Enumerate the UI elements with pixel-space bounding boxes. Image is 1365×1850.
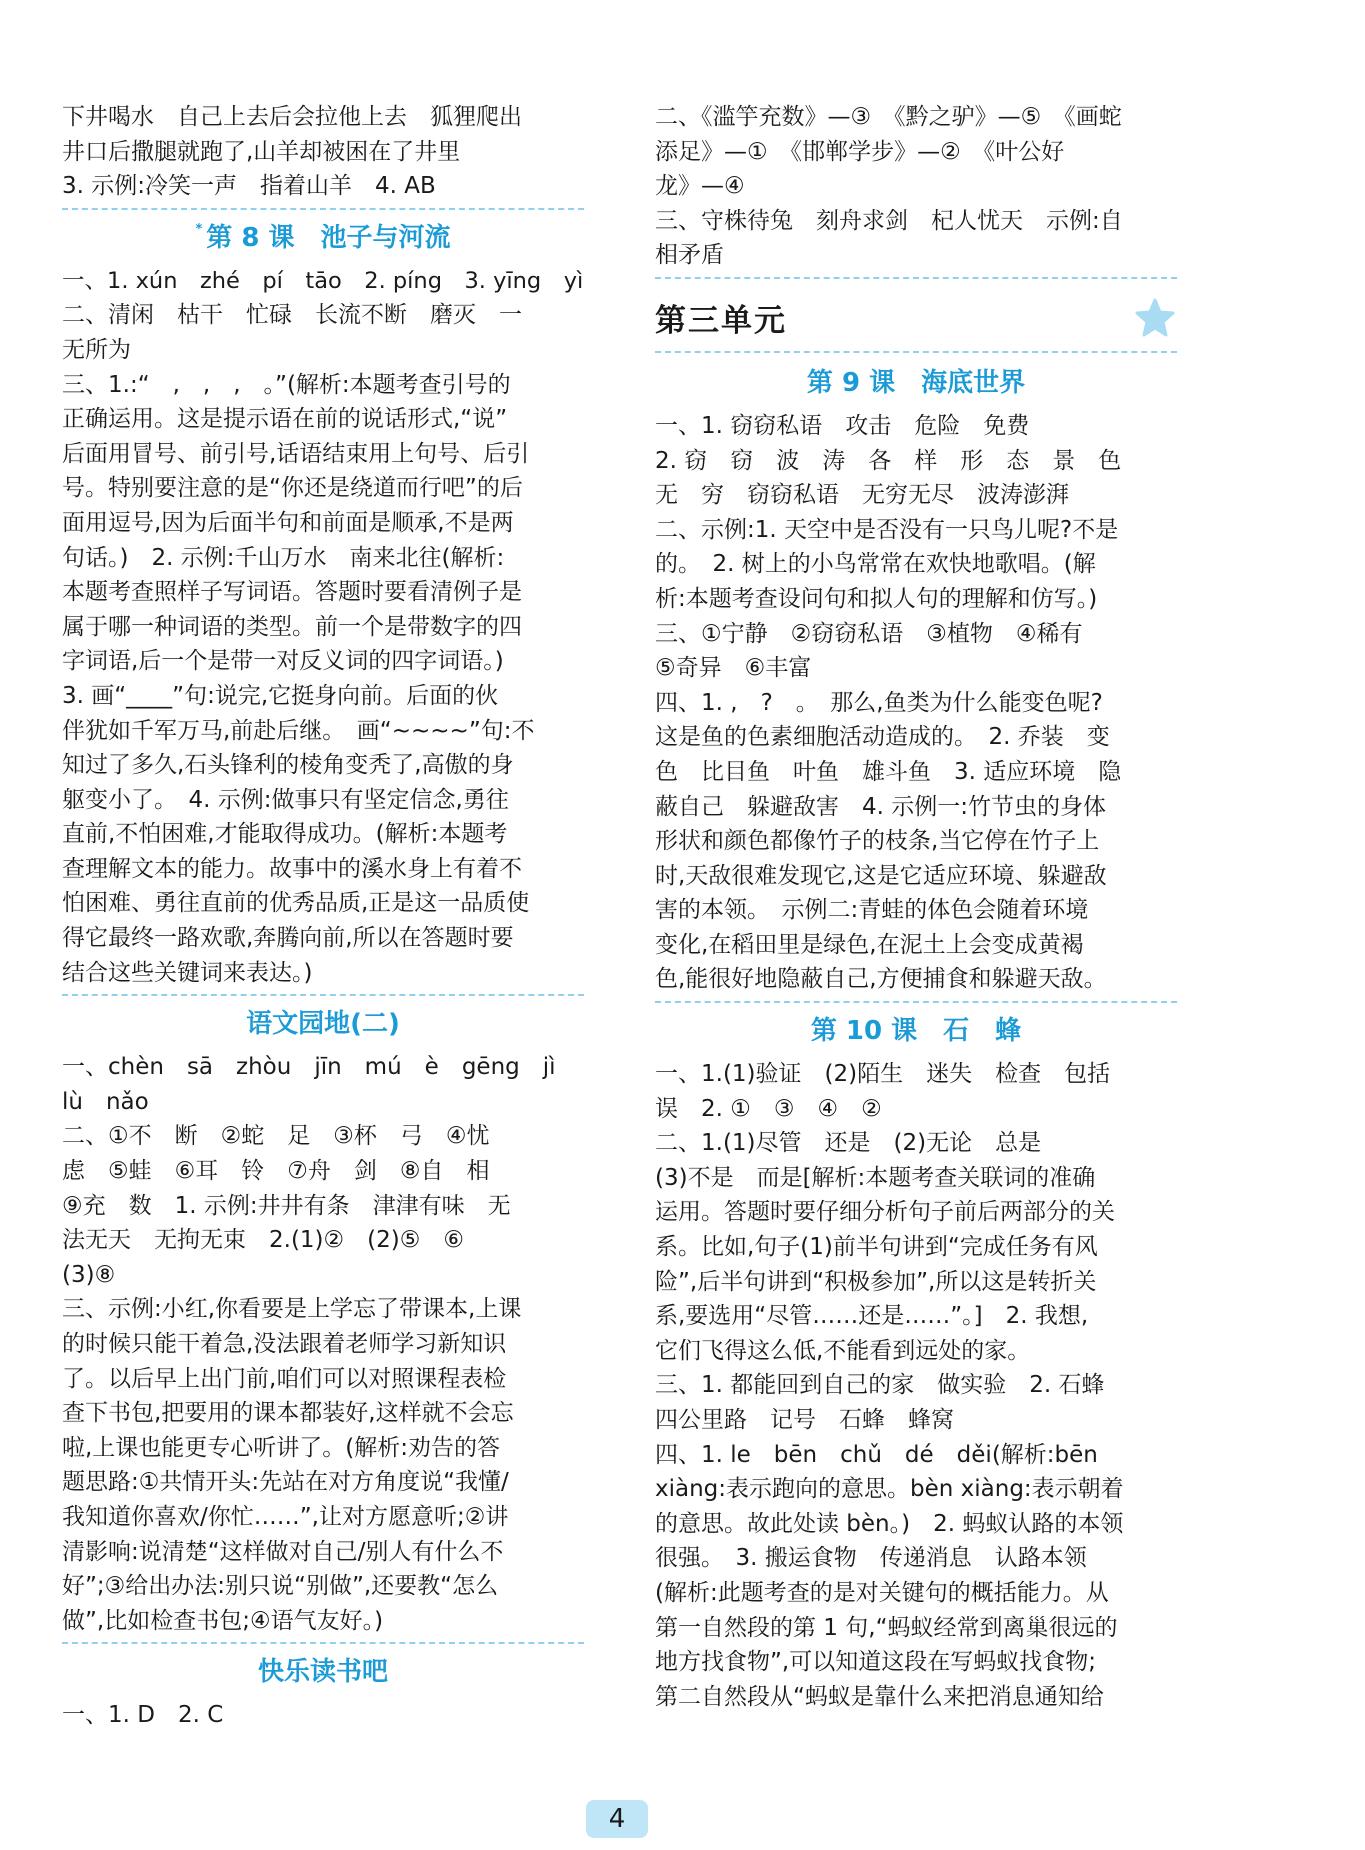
answer-line: 虑 ⑤蛙 ⑥耳 铃 ⑦舟 剑 ⑧自 相 [62, 1158, 490, 1185]
answer-line: 查理解文本的能力。故事中的溪水身上有着不 [62, 855, 522, 882]
right-column [655, 100, 1177, 1714]
answer-line: 的意思。故此处读 bèn。) 2. 蚂蚁认路的本领 [655, 1510, 1124, 1537]
lesson-title [62, 998, 584, 1050]
answer-line: 清影响:说清楚“这样做对自己/别人有什么不 [62, 1538, 504, 1565]
answer-line: 第一自然段的第 1 句,“蚂蚁经常到离巢很远的 [655, 1614, 1118, 1641]
unit-heading [655, 285, 1177, 353]
answer-line: 3. 示例:冷笑一声 指着山羊 4. AB [62, 173, 436, 200]
answer-line: 的。 2. 树上的小鸟常常在欢快地歌唱。(解 [655, 551, 1096, 578]
answer-line: 得它最终一路欢歌,奔腾向前,所以在答题时要 [62, 925, 514, 952]
answer-line: 地方找食物”,可以知道这段在写蚂蚁找食物; [655, 1649, 1096, 1676]
answer-line: 四、1. le bēn chǔ dé děi(解析:bēn [655, 1441, 1098, 1468]
optional-lesson-mark: * [195, 221, 203, 237]
answer-line: 无 穷 窃窃私语 无穷无尽 波涛澎湃 [655, 482, 1069, 509]
answer-line: 一、1. 窃窃私语 攻击 危险 免费 [655, 412, 1030, 439]
answer-line: 运用。答题时要仔细分析句子前后两部分的关 [655, 1199, 1115, 1226]
answer-line: 了。以后早上出门前,咱们可以对照课程表检 [62, 1365, 507, 1392]
answer-line: 题思路:①共情开头:先站在对方角度说“我懂/ [62, 1469, 509, 1496]
answer-line: 躯变小了。 4. 示例:做事只有坚定信念,勇往 [62, 786, 509, 813]
answer-line: 系,要选用“尽管……还是……”。] 2. 我想, [655, 1303, 1089, 1330]
answer-line: 一、1. xún zhé pí tāo 2. píng 3. yīng yì [62, 267, 584, 294]
section-divider [62, 1642, 584, 1644]
answer-line: 第二自然段从“蚂蚁是靠什么来把消息通知给 [655, 1683, 1104, 1710]
answer-line: 怕困难、勇往直前的优秀品质,正是这一品质使 [62, 890, 530, 917]
answer-line: 知过了多久,石头锋利的棱角变秃了,高傲的身 [62, 752, 514, 779]
answer-line: 这是鱼的色素细胞活动造成的。 2. 乔装 变 [655, 724, 1110, 751]
answer-line: 啦,上课也能更专心听讲了。(解析:劝告的答 [62, 1434, 501, 1461]
lesson-title [62, 1646, 584, 1698]
answer-line: 二、《滥竽充数》—③ 《黔之驴》—⑤ 《画蛇 [655, 104, 1122, 130]
answer-line: 二、1.(1)尽管 还是 (2)无论 总是 [655, 1130, 1042, 1157]
answer-line: (解析:此题考查的是对关键句的概括能力。从 [655, 1579, 1109, 1606]
answer-line: ⑨充 数 1. 示例:井井有条 津津有味 无 [62, 1192, 511, 1219]
answer-line: 险”,后半句讲到“积极参加”,所以这是转折关 [655, 1268, 1097, 1295]
lesson-title-text: 语文园地(二) [246, 1009, 400, 1040]
answer-line: 二、①不 断 ②蛇 足 ③杯 弓 ④忧 [62, 1123, 490, 1150]
answer-line: 后面用冒号、前引号,话语结束用上句号、后引 [62, 440, 530, 467]
answer-line: 好”;③给出办法:别只说“别做”,还要教“怎么 [62, 1573, 499, 1600]
answer-line: 面用逗号,因为后面半句和前面是顺承,不是两 [62, 509, 514, 536]
answer-line: 正确运用。这是提示语在前的说话形式,“说” [62, 406, 508, 433]
answer-line: 系。比如,句子(1)前半句讲到“完成任务有风 [655, 1234, 1098, 1261]
answer-line: 很强。 3. 搬运食物 传递消息 认路本领 [655, 1545, 1087, 1572]
answer-line: (3)⑧ [62, 1261, 116, 1288]
lesson-title [655, 357, 1177, 409]
answer-line: 二、清闲 枯干 忙碌 长流不断 磨灭 一 [62, 302, 522, 329]
answer-line: 无所为 [62, 336, 131, 363]
answer-line: 2. 窃 窃 波 涛 各 样 形 态 景 色 [655, 447, 1122, 474]
answer-line: 色 比目鱼 叶鱼 雄斗鱼 3. 适应环境 隐 [655, 758, 1122, 785]
section-divider [655, 1001, 1177, 1003]
answer-line: 析:本题考查设问句和拟人句的理解和仿写。) [655, 585, 1098, 612]
answer-line: 一、1.(1)验证 (2)陌生 迷失 检查 包括 [655, 1061, 1111, 1088]
answer-line: 四公里路 记号 石蜂 蜂窝 [655, 1407, 954, 1433]
section-divider [62, 994, 584, 996]
section-divider [62, 208, 584, 210]
answer-line: (3)不是 而是[解析:本题考查关联词的准确 [655, 1164, 1096, 1191]
answer-line: 误 2. ① ③ ④ ② [655, 1095, 882, 1122]
answer-line: 三、1.:“ , , , 。”(解析:本题考查引号的 [62, 371, 511, 398]
answer-line: ⑤奇异 ⑥丰富 [655, 655, 812, 682]
lesson-title [62, 212, 584, 264]
answer-line: 一、chèn sā zhòu jīn mú è gēng jì [62, 1054, 556, 1081]
answer-line: 色,能很好地隐蔽自己,方便捕食和躲避天敌。 [655, 966, 1107, 993]
answer-line: 做”,比如检查书包;④语气友好。) [62, 1607, 384, 1634]
answer-line: 三、①宁静 ②窃窃私语 ③植物 ④稀有 [655, 620, 1083, 647]
answer-line: 的时候只能干着急,没法跟着老师学习新知识 [62, 1331, 507, 1357]
answer-line: 号。特别要注意的是“你还是绕道而行吧”的后 [62, 475, 523, 502]
section-divider [655, 277, 1177, 279]
answer-line: 一、1. D 2. C [62, 1702, 224, 1729]
answer-line: 形状和颜色都像竹子的枝条,当它停在竹子上 [655, 828, 1100, 855]
answer-line: 法无天 无拘无束 2.(1)② (2)⑤ ⑥ [62, 1227, 464, 1254]
answer-line: 害的本领。 示例二:青蛙的体色会随着环境 [655, 897, 1089, 924]
answer-line: 三、守株待兔 刻舟求剑 杞人忧天 示例:自 [655, 207, 1123, 234]
left-column [62, 100, 584, 1733]
answer-line: 查下书包,把要用的课本都装好,这样就不会忘 [62, 1400, 514, 1427]
answer-line: 四、1. , ? 。 那么,鱼类为什么能变色呢? [655, 689, 1103, 716]
answer-line: xiàng:表示跑向的意思。bèn xiàng:表示朝着 [655, 1476, 1124, 1503]
answer-line: 结合这些关键词来表达。) [62, 959, 313, 986]
answer-line: 属于哪一种词语的类型。前一个是带数字的四 [62, 613, 522, 640]
lesson-title-text: 第 10 课 石 蜂 [810, 1016, 1022, 1047]
answer-line: 下井喝水 自己上去后会拉他上去 狐狸爬出 [62, 104, 522, 130]
answer-line: 伴犹如千军万马,前赴后继。 画“~~~~”句:不 [62, 717, 535, 744]
answer-line: 龙》—④ [655, 173, 745, 200]
answer-line: 井口后撒腿就跑了,山羊却被困在了井里 [62, 138, 461, 165]
lesson-title [655, 1005, 1177, 1057]
unit-title: 第三单元 [655, 303, 787, 340]
answer-line: 3. 画“____”句:说完,它挺身向前。后面的伙 [62, 682, 499, 709]
answer-line: 蔽自己 躲避敌害 4. 示例一:竹节虫的身体 [655, 793, 1107, 820]
answer-line: 三、示例:小红,你看要是上学忘了带课本,上课 [62, 1296, 522, 1323]
answer-line: 直前,不怕困难,才能取得成功。(解析:本题考 [62, 821, 508, 848]
answer-line: 时,天敌很难发现它,这是它适应环境、躲避敌 [655, 862, 1107, 889]
answer-line: lù nǎo [62, 1088, 149, 1115]
answer-line: 三、1. 都能回到自己的家 做实验 2. 石蜂 [655, 1372, 1105, 1399]
answer-line: 变化,在稻田里是绿色,在泥土上会变成黄褐 [655, 931, 1084, 958]
lesson-title-text: 第 9 课 海底世界 [806, 367, 1026, 398]
answer-line: 它们飞得这么低,不能看到远处的家。 [655, 1337, 1031, 1364]
answer-line: 二、示例:1. 天空中是否没有一只鸟儿呢?不是 [655, 516, 1119, 543]
answer-line: 我知道你喜欢/你忙……”,让对方愿意听;②讲 [62, 1503, 509, 1530]
lesson-title-text: 快乐读书吧 [257, 1657, 388, 1688]
answer-line: 句话。) 2. 示例:千山万水 南来北往(解析: [62, 544, 505, 571]
answer-line: 本题考查照样子写词语。答题时要看清例子是 [62, 579, 522, 606]
answer-line: 字词语,后一个是带一对反义词的四字词语。) [62, 648, 504, 675]
star-icon [1133, 296, 1177, 340]
lesson-title-text: 第 8 课 池子与河流 [206, 222, 451, 253]
answer-line: 添足》—① 《邯郸学步》—② 《叶公好 [655, 138, 1065, 165]
answer-line: 相矛盾 [655, 242, 724, 269]
page-number: 4 [586, 1800, 648, 1838]
